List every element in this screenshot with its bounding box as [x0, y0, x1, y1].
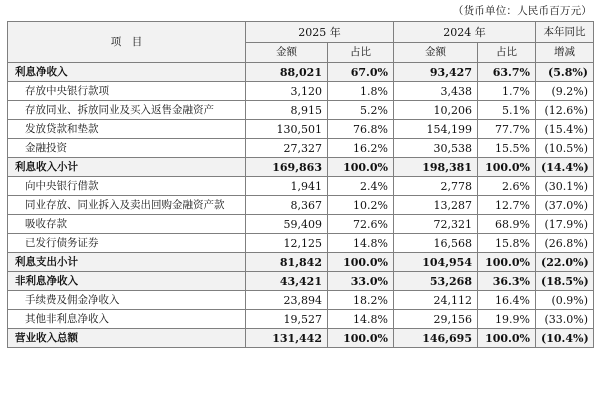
share-2025: 100.0%: [328, 253, 394, 272]
row-label: 营业收入总额: [8, 329, 246, 348]
yoy-change: (15.4%): [536, 120, 594, 139]
share-2024: 1.7%: [478, 82, 536, 101]
share-2025: 18.2%: [328, 291, 394, 310]
table-row: [8, 234, 594, 253]
table-row: [8, 120, 594, 139]
row-label: 存放中央银行款项: [8, 82, 246, 101]
row-label: 吸收存款: [8, 215, 246, 234]
header-yoy-change: 增减: [536, 43, 594, 63]
amount-2025: 131,442: [246, 329, 328, 348]
amount-2025: 1,941: [246, 177, 328, 196]
share-2025: 1.8%: [328, 82, 394, 101]
share-2025: 33.0%: [328, 272, 394, 291]
amount-2024: 53,268: [394, 272, 478, 291]
share-2025: 67.0%: [328, 63, 394, 82]
table-row: [8, 310, 594, 329]
share-2025: 14.8%: [328, 310, 394, 329]
amount-2024: 93,427: [394, 63, 478, 82]
table-row: [8, 139, 594, 158]
amount-2024: 154,199: [394, 120, 478, 139]
amount-2024: 146,695: [394, 329, 478, 348]
amount-2024: 2,778: [394, 177, 478, 196]
amount-2024: 3,438: [394, 82, 478, 101]
header-year-2024: 2024 年: [394, 22, 536, 43]
header-item: 项 目: [8, 22, 246, 63]
share-2024: 15.5%: [478, 139, 536, 158]
share-2025: 16.2%: [328, 139, 394, 158]
share-2024: 63.7%: [478, 63, 536, 82]
row-label: 利息净收入: [8, 63, 246, 82]
table-row: [8, 196, 594, 215]
share-2024: 77.7%: [478, 120, 536, 139]
share-2024: 68.9%: [478, 215, 536, 234]
table-row: [8, 272, 594, 291]
table-row: [8, 329, 594, 348]
share-2024: 2.6%: [478, 177, 536, 196]
yoy-change: (12.6%): [536, 101, 594, 120]
row-label: 存放同业、拆放同业及买入返售金融资产: [8, 101, 246, 120]
header-year-2025: 2025 年: [246, 22, 394, 43]
amount-2025: 23,894: [246, 291, 328, 310]
header-yoy: 本年同比: [536, 22, 594, 43]
amount-2025: 88,021: [246, 63, 328, 82]
yoy-change: (5.8%): [536, 63, 594, 82]
amount-2024: 30,538: [394, 139, 478, 158]
yoy-change: (14.4%): [536, 158, 594, 177]
amount-2024: 24,112: [394, 291, 478, 310]
share-2025: 2.4%: [328, 177, 394, 196]
amount-2025: 3,120: [246, 82, 328, 101]
share-2024: 5.1%: [478, 101, 536, 120]
amount-2024: 10,206: [394, 101, 478, 120]
table-row: [8, 291, 594, 310]
row-label: 非利息净收入: [8, 272, 246, 291]
row-label: 其他非利息净收入: [8, 310, 246, 329]
share-2024: 100.0%: [478, 253, 536, 272]
yoy-change: (18.5%): [536, 272, 594, 291]
row-label: 同业存放、同业拆入及卖出回购金融资产款: [8, 196, 246, 215]
amount-2025: 43,421: [246, 272, 328, 291]
yoy-change: (30.1%): [536, 177, 594, 196]
table-row: [8, 253, 594, 272]
share-2024: 12.7%: [478, 196, 536, 215]
amount-2024: 29,156: [394, 310, 478, 329]
header-row-1: [8, 22, 594, 43]
yoy-change: (10.4%): [536, 329, 594, 348]
header-share-2025: 占比: [328, 43, 394, 63]
header-amount-2025: 金额: [246, 43, 328, 63]
amount-2025: 130,501: [246, 120, 328, 139]
header-amount-2024: 金额: [394, 43, 478, 63]
amount-2024: 72,321: [394, 215, 478, 234]
row-label: 金融投资: [8, 139, 246, 158]
yoy-change: (17.9%): [536, 215, 594, 234]
row-label: 向中央银行借款: [8, 177, 246, 196]
share-2025: 72.6%: [328, 215, 394, 234]
share-2025: 100.0%: [328, 329, 394, 348]
table-row: [8, 82, 594, 101]
share-2024: 100.0%: [478, 158, 536, 177]
amount-2024: 16,568: [394, 234, 478, 253]
table-row: [8, 177, 594, 196]
row-label: 已发行债务证券: [8, 234, 246, 253]
amount-2025: 169,863: [246, 158, 328, 177]
amount-2024: 104,954: [394, 253, 478, 272]
table-row: [8, 101, 594, 120]
share-2025: 5.2%: [328, 101, 394, 120]
amount-2025: 8,367: [246, 196, 328, 215]
share-2024: 100.0%: [478, 329, 536, 348]
share-2025: 10.2%: [328, 196, 394, 215]
share-2025: 14.8%: [328, 234, 394, 253]
share-2024: 15.8%: [478, 234, 536, 253]
table-row: [8, 158, 594, 177]
amount-2025: 27,327: [246, 139, 328, 158]
amount-2025: 81,842: [246, 253, 328, 272]
unit-note: （货币单位：人民币百万元）: [452, 5, 592, 17]
table-row: [8, 63, 594, 82]
yoy-change: (33.0%): [536, 310, 594, 329]
table-body: [8, 63, 594, 348]
row-label: 利息收入小计: [8, 158, 246, 177]
yoy-change: (26.8%): [536, 234, 594, 253]
yoy-change: (9.2%): [536, 82, 594, 101]
share-2025: 100.0%: [328, 158, 394, 177]
yoy-change: (37.0%): [536, 196, 594, 215]
amount-2025: 12,125: [246, 234, 328, 253]
row-label: 发放贷款和垫款: [8, 120, 246, 139]
amount-2024: 198,381: [394, 158, 478, 177]
yoy-change: (10.5%): [536, 139, 594, 158]
row-label: 手续费及佣金净收入: [8, 291, 246, 310]
row-label: 利息支出小计: [8, 253, 246, 272]
table-row: [8, 215, 594, 234]
yoy-change: (22.0%): [536, 253, 594, 272]
share-2024: 36.3%: [478, 272, 536, 291]
header-share-2024: 占比: [478, 43, 536, 63]
share-2024: 19.9%: [478, 310, 536, 329]
amount-2025: 19,527: [246, 310, 328, 329]
share-2024: 16.4%: [478, 291, 536, 310]
amount-2025: 8,915: [246, 101, 328, 120]
income-table: [7, 21, 594, 348]
yoy-change: (0.9%): [536, 291, 594, 310]
amount-2024: 13,287: [394, 196, 478, 215]
share-2025: 76.8%: [328, 120, 394, 139]
amount-2025: 59,409: [246, 215, 328, 234]
